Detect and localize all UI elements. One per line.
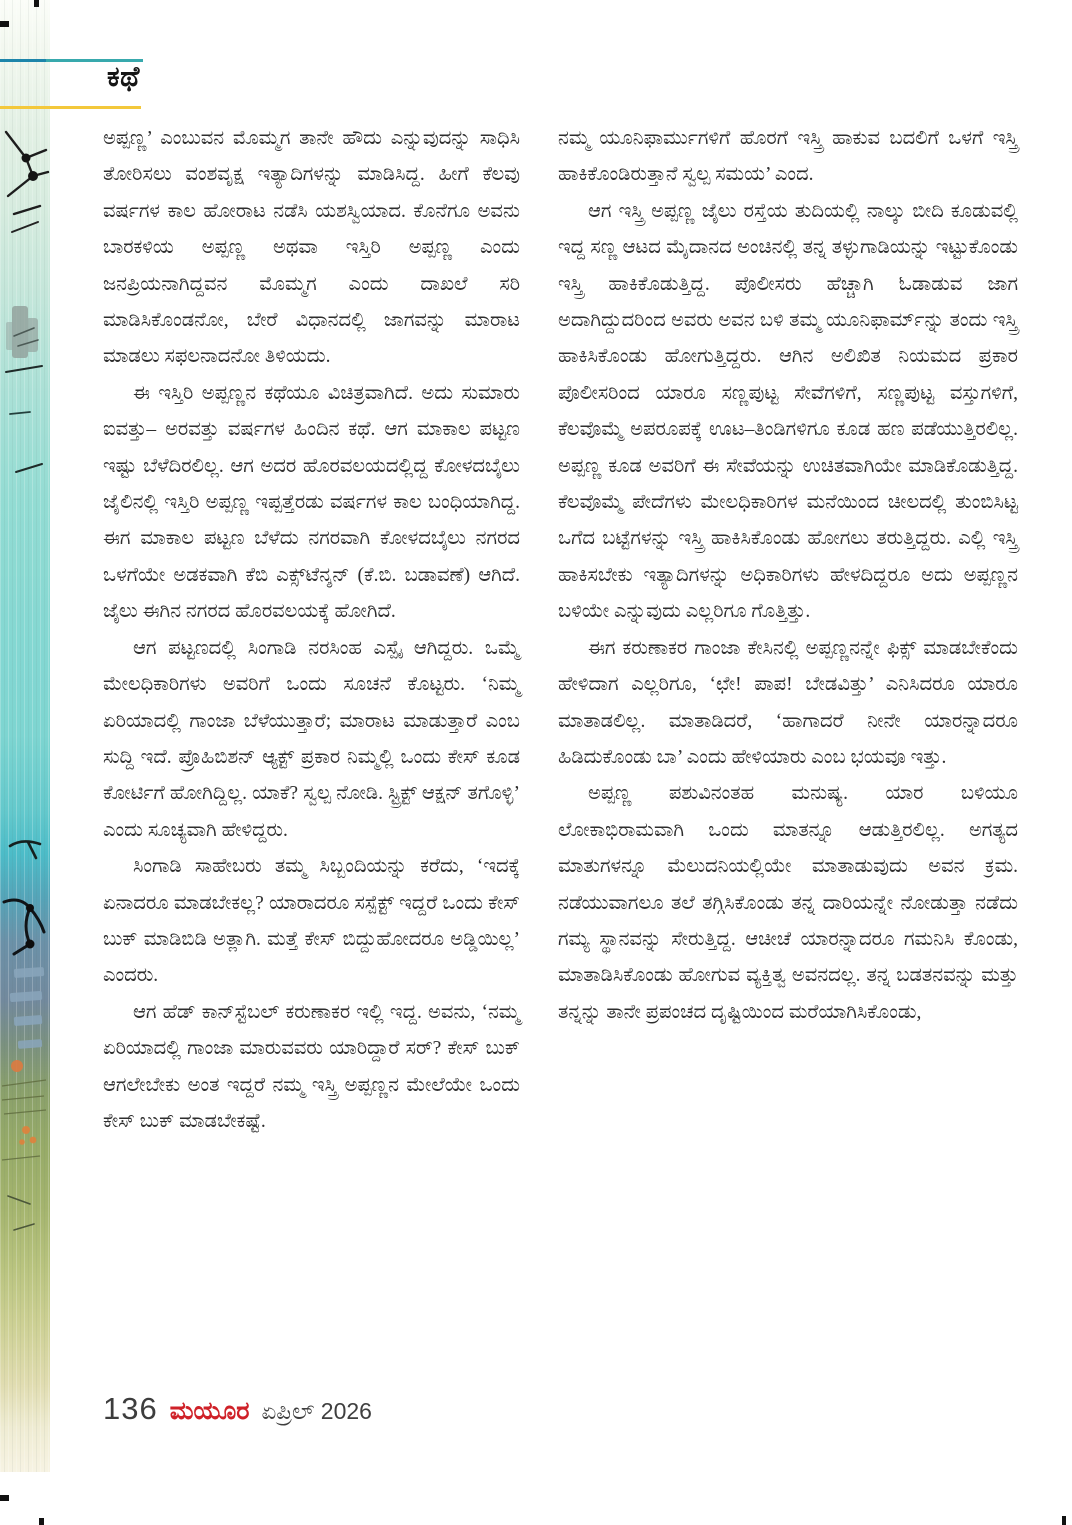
page-number: 136 [103,1391,158,1426]
header-rule-yellow [0,106,141,109]
paragraph: ಆಗ ಪಟ್ಟಣದಲ್ಲಿ ಸಿಂಗಾಡಿ ನರಸಿಂಹ ಎಸ್ಪೈ ಆಗಿದ್ದರು. ಒಮ್ಮೆ ಮೇಲಧಿಕಾರಿಗಳು ಅವರಿಗೆ ಒಂದು ಸೂಚನೆ ಕೊಟ್ಟರು. ‘ನಿಮ್ಮ ಏರಿಯಾದಲ್ಲಿ ಗಾಂಜಾ ಬೆಳೆಯುತ್ತಾರೆ; ಮಾರಾಟ ಮಾಡುತ್ತಾರೆ ಎಂಬ ಸುದ್ದಿ ಇದೆ. ಪ್ರೊಹಿಬಿಶನ್ ಆ್ಯಕ್ಟ್ ಪ್ರಕಾರ ನಿಮ್ಮಲ್ಲಿ ಒಂದು ಕೇಸ್ ಕೂಡ ಕೋರ್ಟಿಗೆ ಹೋಗಿದ್ದಿಲ್ಲ. ಯಾಕೆ? ಸ್ವಲ್ಪ ನೋಡಿ. ಸ್ಟ್ರಿಕ್ಟ್ ಆಕ್ಷನ್ ತಗೊಳ್ಳಿ’ ಎಂದು ಸೂಚ್ಯವಾಗಿ ಹೇಳಿದ್ದರು. [103,637,520,841]
registration-tick-top [34,0,39,7]
page-footer [103,1391,372,1427]
paragraph: ಈಗ ಕರುಣಾಕರ ಗಾಂಜಾ ಕೇಸಿನಲ್ಲಿ ಅಪ್ಪಣ್ಣನನ್ನೇ ಫಿಕ್ಸ್ ಮಾಡಬೇಕೆಂದು ಹೇಳಿದಾಗ ಎಲ್ಲರಿಗೂ, ‘ಛೇ! ಪಾಪ! ಬೇಡವಿತ್ತು’ ಎನಿಸಿದರೂ ಯಾರೂ ಮಾತಾಡಲಿಲ್ಲ. ಮಾತಾಡಿದರೆ, ‘ಹಾಗಾದರೆ ನೀನೇ ಯಾರನ್ನಾದರೂ ಹಿಡಿದುಕೊಂಡು ಬಾ’ ಎಂದು ಹೇಳಿಯಾರು ಎಂಬ ಭಯವೂ ಇತ್ತು. [558,637,1018,768]
section-title: ಕಥೆ [107,62,140,93]
magazine-name: ಮಯೂರ [169,1397,250,1425]
registration-tick-bottom [39,1518,44,1525]
registration-dash-bottom-left [0,1495,9,1501]
issue-date: ಏಪ್ರಿಲ್ 2026 [261,1398,372,1424]
paragraph: ಸಿಂಗಾಡಿ ಸಾಹೇಬರು ತಮ್ಮ ಸಿಬ್ಬಂದಿಯನ್ನು ಕರೆದು, ‘ಇದಕ್ಕೆ ಏನಾದರೂ ಮಾಡಬೇಕಲ್ಲ? ಯಾರಾದರೂ ಸಸ್ಪೆಕ್ಟ್ ಇದ್ದರೆ ಒಂದು ಕೇಸ್ ಬುಕ್ ಮಾಡಿಬಿಡಿ ಅತ್ಲಾಗಿ. ಮತ್ತೆ ಕೇಸ್ ಬಿದ್ದುಹೋದರೂ ಅಡ್ಡಿಯಿಲ್ಲ’ ಎಂದರು. [103,856,520,987]
paragraph: ಅಪ್ಪಣ್ಣ ಪಶುವಿನಂತಹ ಮನುಷ್ಯ. ಯಾರ ಬಳಿಯೂ ಲೋಕಾಭಿರಾಮವಾಗಿ ಒಂದು ಮಾತನ್ನೂ ಆಡುತ್ತಿರಲಿಲ್ಲ. ಅಗತ್ಯದ ಮಾತುಗಳನ್ನೂ ಮೆಲುದನಿಯಲ್ಲಿಯೇ ಮಾತಾಡುವುದು ಅವನ ಕ್ರಮ. ನಡೆಯುವಾಗಲೂ ತಲೆ ತಗ್ಗಿಸಿಕೊಂಡು ತನ್ನ ದಾರಿಯನ್ನೇ ನೋಡುತ್ತಾ ನಡೆದು ಗಮ್ಯ ಸ್ಥಾನವನ್ನು ಸೇರುತ್ತಿದ್ದ. ಆಚೀಚೆ ಯಾರನ್ನಾದರೂ ಗಮನಿಸಿ ಕೊಂಡು, ಮಾತಾಡಿಸಿಕೊಂಡು ಹೋಗುವ ವ್ಯಕ್ತಿತ್ವ ಅವನದಲ್ಲ. ತನ್ನ ಬಡತನವನ್ನು ಮತ್ತು ತನ್ನನ್ನು ತಾನೇ ಪ್ರಪಂಚದ ದೃಷ್ಟಿಯಿಂದ ಮರೆಯಾಗಿಸಿಕೊಂಡು, [558,783,1018,1023]
margin-artwork [0,0,50,1472]
registration-tick-bottom-right [1062,1516,1066,1525]
story-column-left [103,121,520,1140]
paragraph: ಆಗ ಹೆಡ್ ಕಾನ್‌ಸ್ಟೆಬಲ್ ಕರುಣಾಕರ ಇಲ್ಲಿ ಇದ್ದ. ಅವನು, ‘ನಮ್ಮ ಏರಿಯಾದಲ್ಲಿ ಗಾಂಜಾ ಮಾರುವವರು ಯಾರಿದ್ದಾರೆ ಸರ್? ಕೇಸ್ ಬುಕ್ ಆಗಲೇಬೇಕು ಅಂತ ಇದ್ದರೆ ನಮ್ಮ ಇಸ್ತ್ರಿ ಅಪ್ಪಣ್ಣನ ಮೇಲೆಯೇ ಒಂದು ಕೇಸ್ ಬುಕ್ ಮಾಡಬೇಕಷ್ಟೆ. [103,1001,520,1132]
story-column-right [558,121,1018,1140]
paragraph: ನಮ್ಮ ಯೂನಿಫಾರ್ಮುಗಳಿಗೆ ಹೊರಗೆ ಇಸ್ತ್ರಿ ಹಾಕುವ ಬದಲಿಗೆ ಒಳಗೆ ಇಸ್ತ್ರಿ ಹಾಕಿಕೊಂಡಿರುತ್ತಾನೆ ಸ್ವಲ್ಪ ಸಮಯ’ ಎಂದ. [558,128,1018,186]
paragraph: ಅಪ್ಪಣ್ಣ’ ಎಂಬುವನ ಮೊಮ್ಮಗ ತಾನೇ ಹೌದು ಎನ್ನುವುದನ್ನು ಸಾಧಿಸಿ ತೋರಿಸಲು ವಂಶವೃಕ್ಷ ಇತ್ಯಾದಿಗಳನ್ನು ಮಾಡಿಸಿದ್ದ. ಹೀಗೆ ಕೆಲವು ವರ್ಷಗಳ ಕಾಲ ಹೋರಾಟ ನಡೆಸಿ ಯಶಸ್ವಿಯಾದ. ಕೊನೆಗೂ ಅವನು ಬಾರಕಳಿಯ ಅಪ್ಪಣ್ಣ ಅಥವಾ ಇಸ್ತಿರಿ ಅಪ್ಪಣ್ಣ ಎಂದು ಜನಪ್ರಿಯನಾಗಿದ್ದವನ ಮೊಮ್ಮಗ ಎಂದು ದಾಖಲೆ ಸರಿ ಮಾಡಿಸಿಕೊಂಡನೋ, ಬೇರೆ ವಿಧಾನದಲ್ಲಿ ಜಾಗವನ್ನು ಮಾರಾಟ ಮಾಡಲು ಸಫಲನಾದನೋ ತಿಳಿಯದು. [103,128,520,368]
paragraph: ಈ ಇಸ್ತಿರಿ ಅಪ್ಪಣ್ಣನ ಕಥೆಯೂ ವಿಚಿತ್ರವಾಗಿದೆ. ಅದು ಸುಮಾರು ಐವತ್ತು– ಅರವತ್ತು ವರ್ಷಗಳ ಹಿಂದಿನ ಕಥೆ. ಆಗ ಮಾಕಾಲ ಪಟ್ಟಣ ಇಷ್ಟು ಬೆಳೆದಿರಲಿಲ್ಲ. ಆಗ ಅದರ ಹೊರವಲಯದಲ್ಲಿದ್ದ ಕೋಳದಬೈಲು ಜೈಲಿನಲ್ಲಿ ಇಸ್ತಿರಿ ಅಪ್ಪಣ್ಣ ಇಪ್ಪತ್ತೆರಡು ವರ್ಷಗಳ ಕಾಲ ಬಂಧಿಯಾಗಿದ್ದ. ಈಗ ಮಾಕಾಲ ಪಟ್ಟಣ ಬೆಳೆದು ನಗರವಾಗಿ ಕೋಳದಬೈಲು ನಗರದ ಒಳಗೆಯೇ ಅಡಕವಾಗಿ ಕೆಬಿ ಎಕ್ಸ್‌ಟೆನ್ಶನ್ (ಕೆ.ಬಿ. ಬಡಾವಣೆ) ಆಗಿದೆ. ಜೈಲು ಈಗಿನ ನಗರದ ಹೊರವಲಯಕ್ಕೆ ಹೋಗಿದೆ. [103,382,520,623]
story-body [103,121,1018,1140]
paragraph: ಆಗ ಇಸ್ತ್ರಿ ಅಪ್ಪಣ್ಣ ಜೈಲು ರಸ್ತೆಯ ತುದಿಯಲ್ಲಿ ನಾಲ್ಕು ಬೀದಿ ಕೂಡುವಲ್ಲಿ ಇದ್ದ ಸಣ್ಣ ಆಟದ ಮೈದಾನದ ಅಂಚಿನಲ್ಲಿ ತನ್ನ ತಳ್ಳುಗಾಡಿಯನ್ನು ಇಟ್ಟುಕೊಂಡು ಇಸ್ತ್ರಿ ಹಾಕಿಕೊಡುತ್ತಿದ್ದ. ಪೊಲೀಸರು ಹೆಚ್ಚಾಗಿ ಓಡಾಡುವ ಜಾಗ ಅದಾಗಿದ್ದುದರಿಂದ ಅವರು ಅವನ ಬಳಿ ತಮ್ಮ ಯೂನಿಫಾರ್ಮ್‌ನ್ನು ತಂದು ಇಸ್ತ್ರಿ ಹಾಕಿಸಿಕೊಂಡು ಹೋಗುತ್ತಿದ್ದರು. ಆಗಿನ ಅಲಿಖಿತ ನಿಯಮದ ಪ್ರಕಾರ ಪೊಲೀಸರಿಂದ ಯಾರೂ ಸಣ್ಣಪುಟ್ಟ ಸೇವೆಗಳಿಗೆ, ಸಣ್ಣಪುಟ್ಟ ವಸ್ತುಗಳಿಗೆ, ಕೆಲವೊಮ್ಮೆ ಅಪರೂಪಕ್ಕೆ ಊಟ–ತಿಂಡಿಗಳಿಗೂ ಕೂಡ ಹಣ ಪಡೆಯುತ್ತಿರಲಿಲ್ಲ. ಅಪ್ಪಣ್ಣ ಕೂಡ ಅವರಿಗೆ ಈ ಸೇವೆಯನ್ನು ಉಚಿತವಾಗಿಯೇ ಮಾಡಿಕೊಡುತ್ತಿದ್ದ. ಕೆಲವೊಮ್ಮೆ ಪೇದೆಗಳು ಮೇಲಧಿಕಾರಿಗಳ ಮನೆಯಿಂದ ಚೀಲದಲ್ಲಿ ತುಂಬಿಸಿಟ್ಟ ಒಗೆದ ಬಟ್ಟೆಗಳನ್ನು ಇಸ್ತ್ರಿ ಹಾಕಿಸಿಕೊಂಡು ಹೋಗಲು ತರುತ್ತಿದ್ದರು. ಎಲ್ಲಿ ಇಸ್ತ್ರಿ ಹಾಕಿಸಬೇಕು ಇತ್ಯಾದಿಗಳನ್ನು ಅಧಿಕಾರಿಗಳು ಹೇಳದಿದ್ದರೂ ಅದು ಅಪ್ಪಣ್ಣನ ಬಳಿಯೇ ಎನ್ನುವುದು ಎಲ್ಲರಿಗೂ ಗೊತ್ತಿತ್ತು. [558,200,1018,623]
artwork-branches [0,0,50,1472]
registration-dash-top-left [0,21,9,27]
